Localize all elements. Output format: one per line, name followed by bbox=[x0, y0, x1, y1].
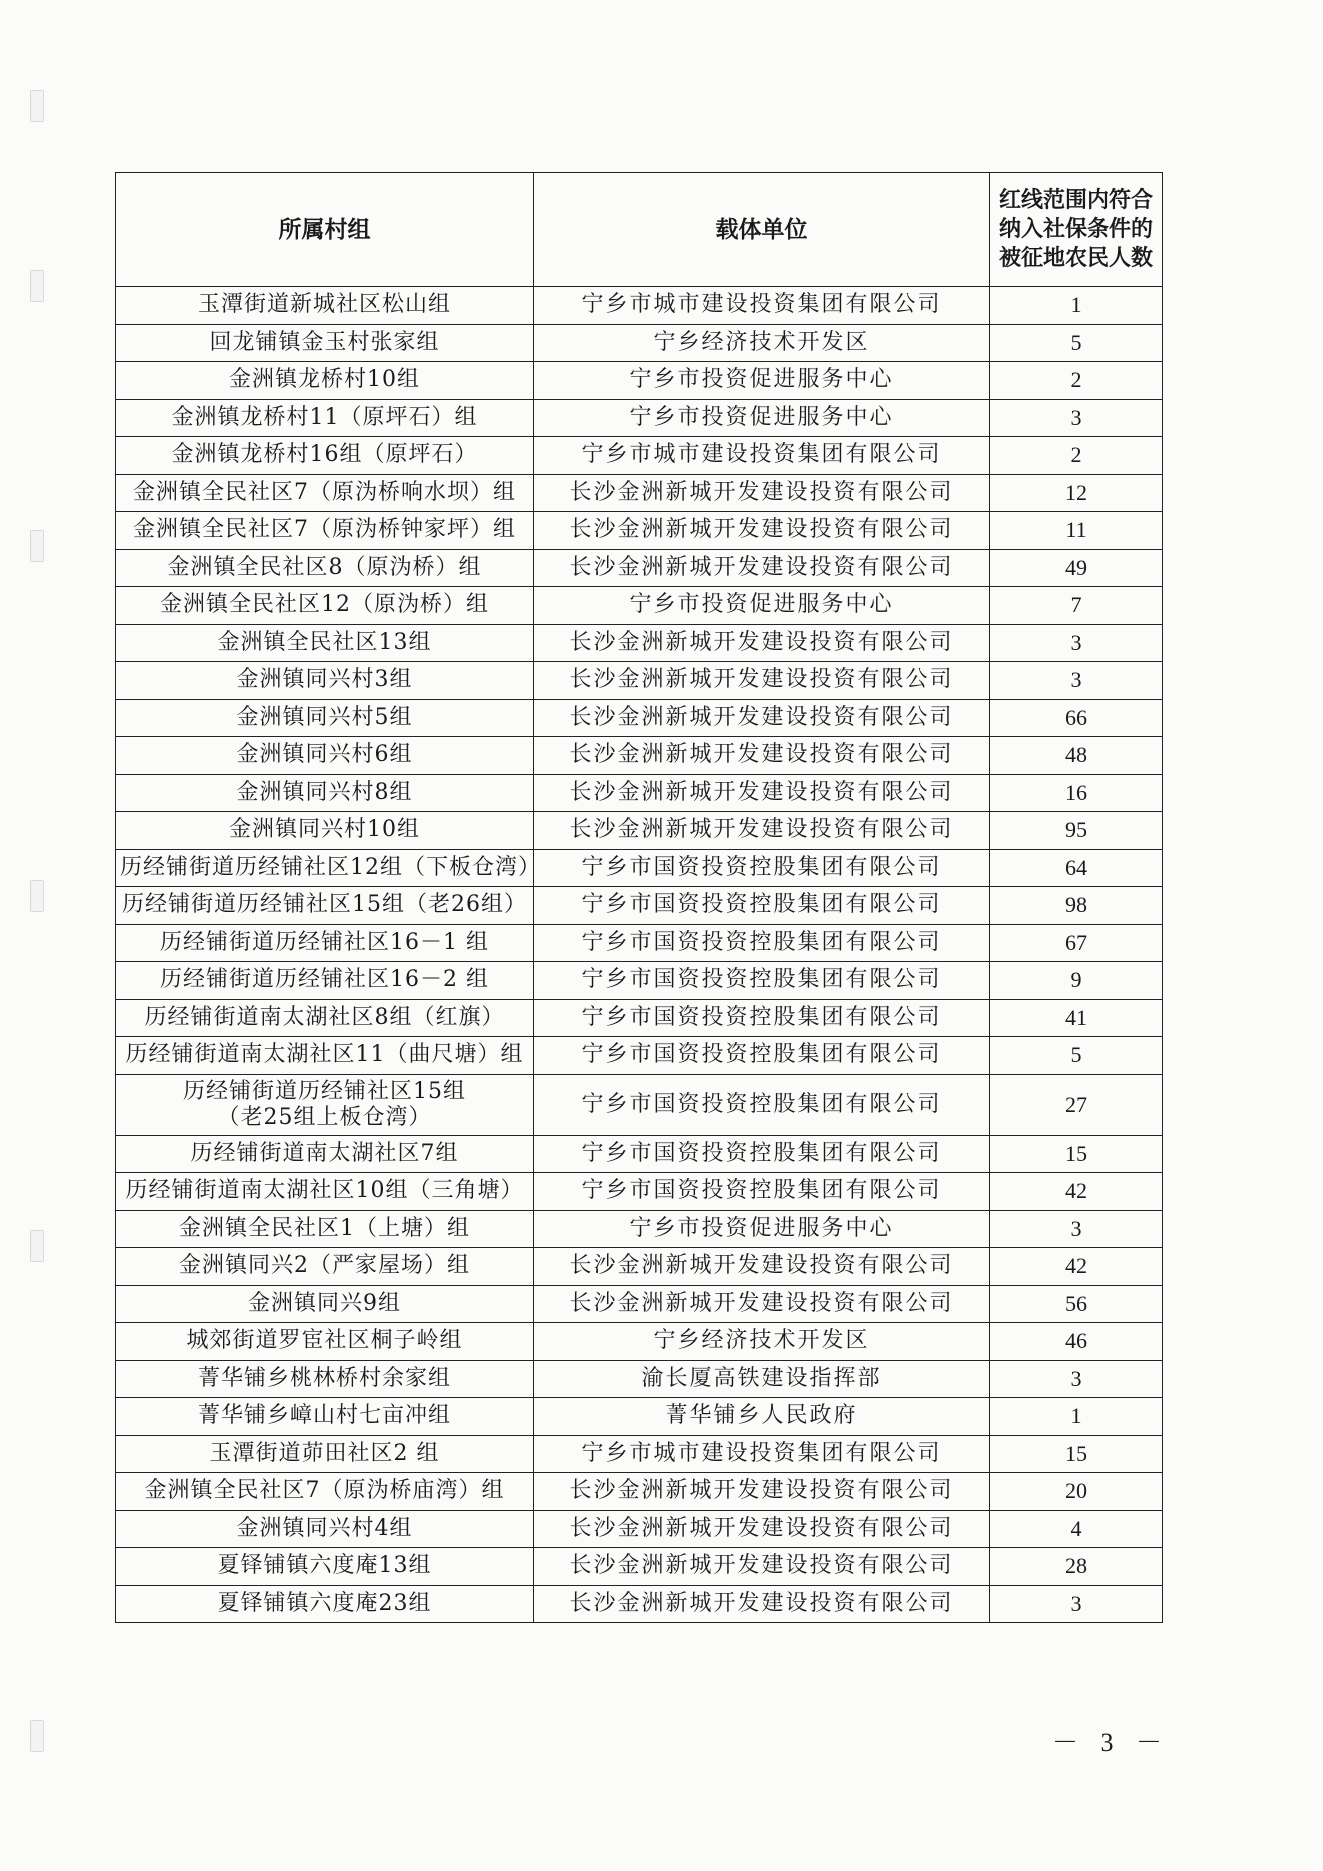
village-text: 金洲镇同兴村6组 bbox=[236, 742, 413, 768]
village-cell bbox=[116, 1173, 534, 1211]
count-cell: 2 bbox=[990, 362, 1163, 400]
binding-mark bbox=[30, 270, 44, 302]
count-cell: 98 bbox=[990, 887, 1163, 925]
village-text: 金洲镇同兴9组 bbox=[248, 1290, 401, 1316]
village-cell bbox=[116, 324, 534, 362]
village-text: 历经铺街道历经铺社区12组（下板仓湾） bbox=[120, 854, 541, 880]
table-row bbox=[116, 924, 1163, 962]
village-cell bbox=[116, 699, 534, 737]
village-text: 历经铺街道历经铺社区16－1 组 bbox=[160, 929, 489, 955]
village-cell bbox=[116, 587, 534, 625]
table-row bbox=[116, 1037, 1163, 1075]
unit-cell: 宁乡市国资投资控股集团有限公司 bbox=[534, 962, 990, 1000]
village-cell bbox=[116, 399, 534, 437]
village-cell bbox=[116, 474, 534, 512]
table-row bbox=[116, 1323, 1163, 1361]
unit-cell: 长沙金洲新城开发建设投资有限公司 bbox=[534, 774, 990, 812]
count-cell: 66 bbox=[990, 699, 1163, 737]
count-cell: 42 bbox=[990, 1248, 1163, 1286]
village-cell bbox=[116, 1074, 534, 1135]
count-cell: 1 bbox=[990, 1398, 1163, 1436]
unit-cell: 宁乡市国资投资控股集团有限公司 bbox=[534, 1135, 990, 1173]
count-cell: 7 bbox=[990, 587, 1163, 625]
village-cell bbox=[116, 1248, 534, 1286]
village-text: 金洲镇龙桥村10组 bbox=[229, 367, 420, 393]
village-text: 夏铎铺镇六度庵13组 bbox=[217, 1553, 432, 1579]
village-text: 金洲镇全民社区8（原沩桥）组 bbox=[167, 554, 482, 580]
table-row bbox=[116, 1285, 1163, 1323]
village-text: 金洲镇全民社区7（原沩桥庙湾）组 bbox=[144, 1478, 505, 1504]
village-text: 夏铎铺镇六度庵23组 bbox=[217, 1590, 432, 1616]
unit-cell: 长沙金洲新城开发建设投资有限公司 bbox=[534, 737, 990, 775]
count-cell: 2 bbox=[990, 437, 1163, 475]
count-cell: 41 bbox=[990, 999, 1163, 1037]
count-cell: 42 bbox=[990, 1173, 1163, 1211]
count-cell: 12 bbox=[990, 474, 1163, 512]
unit-cell: 长沙金洲新城开发建设投资有限公司 bbox=[534, 1248, 990, 1286]
village-text: 金洲镇同兴村8组 bbox=[236, 779, 413, 805]
table-row bbox=[116, 624, 1163, 662]
count-cell: 27 bbox=[990, 1074, 1163, 1135]
village-cell bbox=[116, 662, 534, 700]
count-cell: 9 bbox=[990, 962, 1163, 1000]
table-row bbox=[116, 324, 1163, 362]
village-text: 金洲镇全民社区12（原沩桥）组 bbox=[160, 592, 489, 618]
village-text: 玉潭街道茆田社区2 组 bbox=[209, 1440, 440, 1466]
village-cell bbox=[116, 549, 534, 587]
count-cell: 28 bbox=[990, 1548, 1163, 1586]
unit-cell: 长沙金洲新城开发建设投资有限公司 bbox=[534, 1548, 990, 1586]
village-cell bbox=[116, 999, 534, 1037]
count-cell: 20 bbox=[990, 1473, 1163, 1511]
village-text: 金洲镇同兴村10组 bbox=[229, 817, 420, 843]
count-cell: 3 bbox=[990, 662, 1163, 700]
unit-cell: 宁乡市投资促进服务中心 bbox=[534, 587, 990, 625]
binding-mark bbox=[30, 1230, 44, 1262]
count-cell: 5 bbox=[990, 1037, 1163, 1075]
village-cell bbox=[116, 512, 534, 550]
binding-mark bbox=[30, 880, 44, 912]
village-text: 金洲镇龙桥村11（原坪石）组 bbox=[171, 404, 478, 430]
table-row bbox=[116, 1398, 1163, 1436]
unit-cell: 宁乡市城市建设投资集团有限公司 bbox=[534, 287, 990, 325]
village-text: 菁华铺乡嶂山村七亩冲组 bbox=[197, 1403, 451, 1429]
count-cell: 3 bbox=[990, 1585, 1163, 1623]
unit-cell: 长沙金洲新城开发建设投资有限公司 bbox=[534, 812, 990, 850]
unit-cell: 宁乡市国资投资控股集团有限公司 bbox=[534, 924, 990, 962]
village-cell bbox=[116, 1585, 534, 1623]
table-row bbox=[116, 1548, 1163, 1586]
village-text: 历经铺街道历经铺社区15组 bbox=[183, 1078, 466, 1104]
village-text: 历经铺街道南太湖社区10组（三角塘） bbox=[125, 1178, 524, 1204]
count-cell: 3 bbox=[990, 1360, 1163, 1398]
table-row bbox=[116, 999, 1163, 1037]
village-cell bbox=[116, 1323, 534, 1361]
table-header-row bbox=[116, 173, 1163, 287]
unit-cell: 长沙金洲新城开发建设投资有限公司 bbox=[534, 549, 990, 587]
unit-cell: 菁华铺乡人民政府 bbox=[534, 1398, 990, 1436]
village-text: 菁华铺乡桃林桥村余家组 bbox=[197, 1365, 451, 1391]
village-text: 金洲镇全民社区7（原沩桥钟家坪）组 bbox=[133, 517, 516, 543]
village-text: 历经铺街道南太湖社区8组（红旗） bbox=[144, 1004, 505, 1030]
page-number: － 3 － bbox=[1052, 1728, 1171, 1757]
table-row bbox=[116, 1510, 1163, 1548]
count-cell: 15 bbox=[990, 1435, 1163, 1473]
village-text: 历经铺街道南太湖社区7组 bbox=[190, 1140, 459, 1166]
village-cell bbox=[116, 924, 534, 962]
village-text: 历经铺街道历经铺社区16－2 组 bbox=[160, 967, 489, 993]
table-row bbox=[116, 399, 1163, 437]
table-row bbox=[116, 774, 1163, 812]
unit-cell: 宁乡市城市建设投资集团有限公司 bbox=[534, 437, 990, 475]
village-cell bbox=[116, 1435, 534, 1473]
table-row bbox=[116, 737, 1163, 775]
header-village: 所属村组 bbox=[116, 173, 534, 287]
count-cell: 1 bbox=[990, 287, 1163, 325]
count-cell: 5 bbox=[990, 324, 1163, 362]
village-text: 历经铺街道南太湖社区11（曲尺塘）组 bbox=[125, 1042, 524, 1068]
village-text: （老25组上板仓湾） bbox=[217, 1104, 432, 1130]
village-text: 回龙铺镇金玉村张家组 bbox=[209, 329, 440, 355]
table-row bbox=[116, 1074, 1163, 1135]
count-cell: 49 bbox=[990, 549, 1163, 587]
count-cell: 4 bbox=[990, 1510, 1163, 1548]
count-cell: 95 bbox=[990, 812, 1163, 850]
table-row bbox=[116, 437, 1163, 475]
unit-cell: 宁乡市国资投资控股集团有限公司 bbox=[534, 1173, 990, 1211]
count-cell: 67 bbox=[990, 924, 1163, 962]
table-row bbox=[116, 587, 1163, 625]
count-cell: 64 bbox=[990, 849, 1163, 887]
count-cell: 16 bbox=[990, 774, 1163, 812]
count-cell: 48 bbox=[990, 737, 1163, 775]
unit-cell: 宁乡市国资投资控股集团有限公司 bbox=[534, 1037, 990, 1075]
binding-mark bbox=[30, 530, 44, 562]
village-text: 金洲镇全民社区13组 bbox=[217, 629, 432, 655]
unit-cell: 长沙金洲新城开发建设投资有限公司 bbox=[534, 512, 990, 550]
table-row bbox=[116, 699, 1163, 737]
table-row bbox=[116, 962, 1163, 1000]
table-body bbox=[116, 287, 1163, 1623]
binding-mark bbox=[30, 1720, 44, 1752]
village-cell bbox=[116, 1548, 534, 1586]
village-text: 金洲镇同兴2（严家屋场）组 bbox=[179, 1253, 470, 1279]
village-cell bbox=[116, 437, 534, 475]
binding-mark bbox=[30, 90, 44, 122]
village-cell bbox=[116, 1210, 534, 1248]
village-text: 城郊街道罗宦社区桐子岭组 bbox=[186, 1328, 463, 1354]
table-row bbox=[116, 1248, 1163, 1286]
unit-cell: 长沙金洲新城开发建设投资有限公司 bbox=[534, 1473, 990, 1511]
village-cell bbox=[116, 1473, 534, 1511]
table-row bbox=[116, 887, 1163, 925]
count-cell: 3 bbox=[990, 624, 1163, 662]
unit-cell: 渝长厦高铁建设指挥部 bbox=[534, 1360, 990, 1398]
village-cell bbox=[116, 962, 534, 1000]
count-cell: 15 bbox=[990, 1135, 1163, 1173]
unit-cell: 宁乡市投资促进服务中心 bbox=[534, 362, 990, 400]
village-cell bbox=[116, 287, 534, 325]
village-text: 玉潭街道新城社区松山组 bbox=[197, 292, 451, 318]
table-row bbox=[116, 812, 1163, 850]
unit-cell: 宁乡市国资投资控股集团有限公司 bbox=[534, 849, 990, 887]
table-row bbox=[116, 1360, 1163, 1398]
unit-cell: 长沙金洲新城开发建设投资有限公司 bbox=[534, 624, 990, 662]
table-row bbox=[116, 1173, 1163, 1211]
village-text: 金洲镇同兴村5组 bbox=[236, 704, 413, 730]
table-row bbox=[116, 849, 1163, 887]
village-cell bbox=[116, 624, 534, 662]
village-text: 金洲镇全民社区7（原沩桥响水坝）组 bbox=[133, 479, 516, 505]
count-cell: 3 bbox=[990, 1210, 1163, 1248]
unit-cell: 长沙金洲新城开发建设投资有限公司 bbox=[534, 1585, 990, 1623]
village-cell bbox=[116, 1285, 534, 1323]
village-cell bbox=[116, 1510, 534, 1548]
village-text: 金洲镇龙桥村16组（原坪石） bbox=[171, 442, 478, 468]
table-row bbox=[116, 1585, 1163, 1623]
village-cell bbox=[116, 812, 534, 850]
village-cell bbox=[116, 1360, 534, 1398]
village-cell bbox=[116, 774, 534, 812]
unit-cell: 长沙金洲新城开发建设投资有限公司 bbox=[534, 699, 990, 737]
table-row bbox=[116, 662, 1163, 700]
village-text: 金洲镇全民社区1（上塘）组 bbox=[179, 1215, 470, 1241]
table-row bbox=[116, 549, 1163, 587]
unit-cell: 宁乡市国资投资控股集团有限公司 bbox=[534, 999, 990, 1037]
unit-cell: 宁乡市国资投资控股集团有限公司 bbox=[534, 887, 990, 925]
village-cell bbox=[116, 887, 534, 925]
unit-cell: 宁乡市国资投资控股集团有限公司 bbox=[534, 1074, 990, 1135]
table-row bbox=[116, 1473, 1163, 1511]
unit-cell: 宁乡市城市建设投资集团有限公司 bbox=[534, 1435, 990, 1473]
village-text: 金洲镇同兴村3组 bbox=[236, 667, 413, 693]
village-text: 历经铺街道历经铺社区15组（老26组） bbox=[122, 892, 527, 918]
village-cell bbox=[116, 737, 534, 775]
compensation-table bbox=[115, 172, 1163, 1623]
table-row bbox=[116, 362, 1163, 400]
village-cell bbox=[116, 362, 534, 400]
count-cell: 11 bbox=[990, 512, 1163, 550]
unit-cell: 宁乡市投资促进服务中心 bbox=[534, 399, 990, 437]
village-cell bbox=[116, 1135, 534, 1173]
unit-cell: 宁乡市投资促进服务中心 bbox=[534, 1210, 990, 1248]
table-row bbox=[116, 512, 1163, 550]
table-row bbox=[116, 474, 1163, 512]
unit-cell: 长沙金洲新城开发建设投资有限公司 bbox=[534, 474, 990, 512]
village-text: 金洲镇同兴村4组 bbox=[236, 1515, 413, 1541]
table-row bbox=[116, 1210, 1163, 1248]
unit-cell: 长沙金洲新城开发建设投资有限公司 bbox=[534, 662, 990, 700]
unit-cell: 宁乡经济技术开发区 bbox=[534, 324, 990, 362]
unit-cell: 长沙金洲新城开发建设投资有限公司 bbox=[534, 1510, 990, 1548]
count-cell: 56 bbox=[990, 1285, 1163, 1323]
village-cell bbox=[116, 1037, 534, 1075]
unit-cell: 长沙金洲新城开发建设投资有限公司 bbox=[534, 1285, 990, 1323]
header-count: 红线范围内符合纳入社保条件的被征地农民人数 bbox=[990, 173, 1163, 287]
unit-cell: 宁乡经济技术开发区 bbox=[534, 1323, 990, 1361]
header-unit: 载体单位 bbox=[534, 173, 990, 287]
village-cell bbox=[116, 1398, 534, 1436]
count-cell: 46 bbox=[990, 1323, 1163, 1361]
table-row bbox=[116, 1135, 1163, 1173]
village-cell bbox=[116, 849, 541, 887]
table-row bbox=[116, 1435, 1163, 1473]
table-row bbox=[116, 287, 1163, 325]
count-cell: 3 bbox=[990, 399, 1163, 437]
